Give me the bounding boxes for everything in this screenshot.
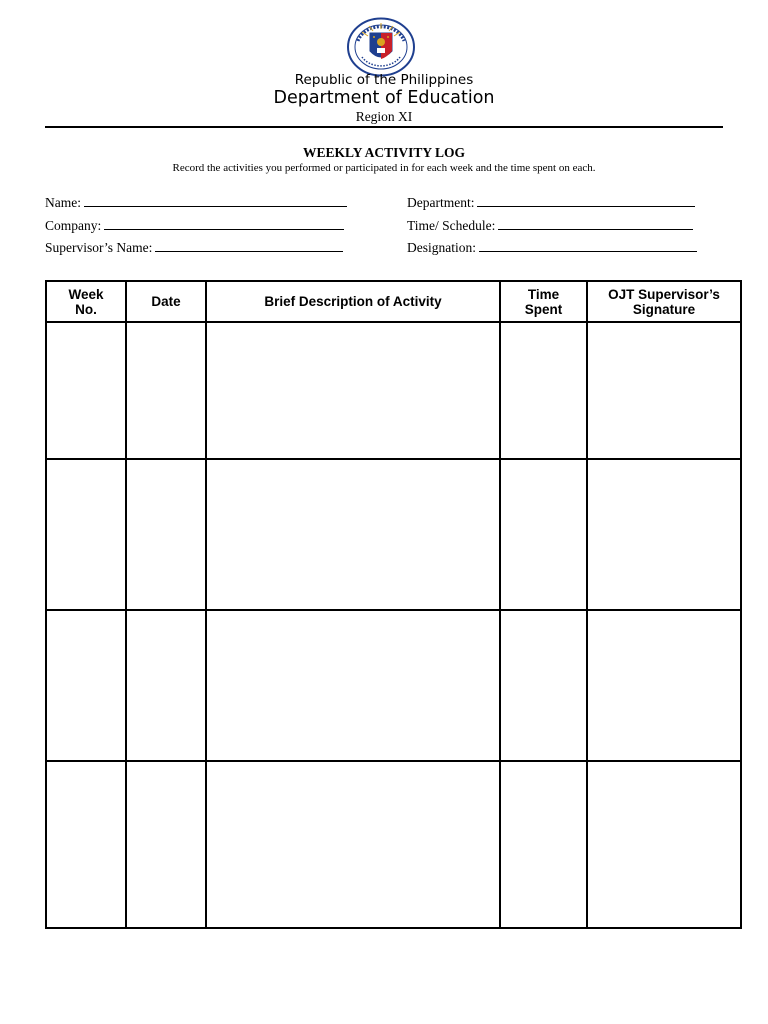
form-title: WEEKLY ACTIVITY LOG xyxy=(302,145,466,160)
week-cell[interactable] xyxy=(46,459,126,610)
form-instruction: Record the activities you performed or participated in for each week and the time spent on each. xyxy=(172,162,596,174)
description-cell[interactable] xyxy=(206,322,500,459)
name-field[interactable] xyxy=(45,193,347,211)
date-cell[interactable] xyxy=(126,610,206,761)
time-cell[interactable] xyxy=(500,322,587,459)
col-time-spent: Time Spent xyxy=(500,281,587,322)
name-blank[interactable] xyxy=(84,193,347,207)
table-header-row xyxy=(46,281,741,322)
table-row xyxy=(46,322,741,459)
designation-label: Designation: xyxy=(407,240,476,255)
name-label: Name: xyxy=(45,195,81,210)
description-cell[interactable] xyxy=(206,610,500,761)
date-cell[interactable] xyxy=(126,761,206,928)
time-schedule-field[interactable] xyxy=(407,216,693,234)
supervisor-name-label: Supervisor’s Name: xyxy=(45,240,153,255)
week-cell[interactable] xyxy=(46,322,126,459)
company-blank[interactable] xyxy=(104,216,344,230)
designation-field[interactable] xyxy=(407,238,697,256)
republic-heading: Republic of the Philippines xyxy=(294,72,474,88)
table-row xyxy=(46,761,741,928)
date-cell[interactable] xyxy=(126,322,206,459)
supervisor-name-field[interactable] xyxy=(45,238,343,256)
signature-cell[interactable] xyxy=(587,761,741,928)
table-row xyxy=(46,459,741,610)
department-label: Department: xyxy=(407,195,475,210)
header-divider xyxy=(45,126,723,128)
time-cell[interactable] xyxy=(500,761,587,928)
activity-log-table xyxy=(45,280,742,929)
description-cell[interactable] xyxy=(206,459,500,610)
deped-seal-logo xyxy=(346,17,416,77)
col-week-no: Week No. xyxy=(46,281,126,322)
description-cell[interactable] xyxy=(206,761,500,928)
week-cell[interactable] xyxy=(46,761,126,928)
supervisor-name-blank[interactable] xyxy=(155,238,343,252)
week-cell[interactable] xyxy=(46,610,126,761)
col-signature: OJT Supervisor’s Signature xyxy=(587,281,741,322)
date-cell[interactable] xyxy=(126,459,206,610)
company-label: Company: xyxy=(45,218,102,233)
department-field[interactable] xyxy=(407,193,695,211)
department-blank[interactable] xyxy=(477,193,695,207)
signature-cell[interactable] xyxy=(587,322,741,459)
time-schedule-label: Time/ Schedule: xyxy=(407,218,496,233)
region-heading: Region XI xyxy=(355,109,413,124)
designation-blank[interactable] xyxy=(479,238,697,252)
col-date: Date xyxy=(126,281,206,322)
signature-cell[interactable] xyxy=(587,610,741,761)
department-heading: Department of Education xyxy=(273,88,495,108)
col-description: Brief Description of Activity xyxy=(206,281,500,322)
time-cell[interactable] xyxy=(500,459,587,610)
time-cell[interactable] xyxy=(500,610,587,761)
table-row xyxy=(46,610,741,761)
signature-cell[interactable] xyxy=(587,459,741,610)
time-schedule-blank[interactable] xyxy=(498,216,693,230)
company-field[interactable] xyxy=(45,216,344,234)
